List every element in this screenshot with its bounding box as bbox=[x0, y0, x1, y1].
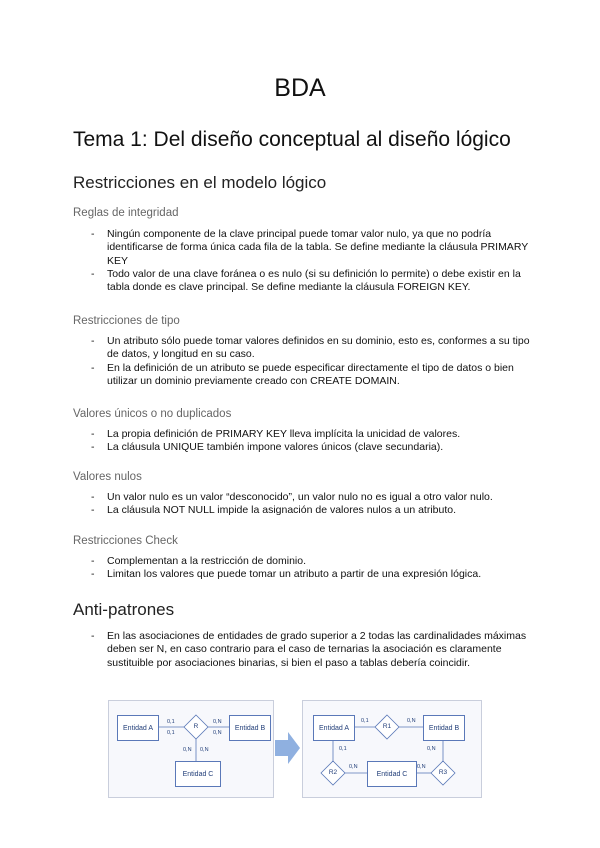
section-heading-restricciones: Restricciones en el modelo lógico bbox=[73, 173, 327, 192]
list-item: - Un atributo sólo puede tomar valores definidos en su dominio, esto es, conformes a su tipo de datos, y longitud en su caso. bbox=[91, 335, 531, 362]
list-item: - Limitan los valores que puede tomar un atributo a partir de una expresión lógica. bbox=[91, 568, 531, 581]
cardinality-label: 0,1 bbox=[167, 719, 175, 725]
cardinality-label: 0,1 bbox=[167, 730, 175, 736]
document-title: BDA bbox=[274, 74, 326, 102]
entity-b-box: Entidad B bbox=[229, 715, 271, 741]
section-heading-antipatrones: Anti-patrones bbox=[73, 600, 175, 619]
entity-b-box: Entidad B bbox=[423, 715, 465, 741]
list-item: - Todo valor de una clave foránea o es nulo (si su definición lo permite) o debe existir en la tabla donde es clave principal. Se define mediante la cláusula FOREIGN KEY. bbox=[91, 268, 531, 295]
chapter-heading: Tema 1: Del diseño conceptual al diseño lógico bbox=[73, 128, 511, 151]
subheading-unicos: Valores únicos o no duplicados bbox=[73, 408, 232, 420]
subheading-check: Restricciones Check bbox=[73, 535, 178, 547]
list-antipatrones bbox=[91, 630, 531, 670]
cardinality-label: 0,N bbox=[200, 747, 209, 753]
list-tipo bbox=[91, 335, 531, 388]
list-nulos bbox=[91, 491, 531, 518]
cardinality-label: 0,N bbox=[427, 746, 436, 752]
subheading-tipo: Restricciones de tipo bbox=[73, 315, 180, 327]
list-item: - Ningún componente de la clave principal puede tomar valor nulo, ya que no podría identificarse de forma única cada fila de la tabla. Se define mediante la cláusula PRIMARY KEY bbox=[91, 228, 531, 268]
cardinality-label: 0,N bbox=[417, 764, 426, 770]
list-check bbox=[91, 555, 531, 582]
list-item: - Un valor nulo es un valor “desconocido”, un valor nulo no es igual a otro valor nulo. bbox=[91, 491, 531, 504]
relation-label: R3 bbox=[438, 769, 448, 776]
list-item: - Complementan a la restricción de dominio. bbox=[91, 555, 531, 568]
list-unicos bbox=[91, 428, 531, 455]
cardinality-label: 0,N bbox=[213, 730, 222, 736]
entity-a-box: Entidad A bbox=[313, 715, 355, 741]
list-item: - La cláusula NOT NULL impide la asignación de valores nulos a un atributo. bbox=[91, 504, 531, 517]
entity-a-box: Entidad A bbox=[117, 715, 159, 741]
entity-c-box: Entidad C bbox=[175, 761, 221, 787]
diagram-binary bbox=[302, 700, 482, 798]
cardinality-label: 0,N bbox=[407, 718, 416, 724]
list-item: - La propia definición de PRIMARY KEY lleva implícita la unicidad de valores. bbox=[91, 428, 531, 441]
diagram-ternary bbox=[108, 700, 274, 798]
list-integridad bbox=[91, 228, 531, 294]
entity-c-box: Entidad C bbox=[367, 761, 417, 787]
relation-label: R1 bbox=[382, 723, 392, 730]
cardinality-label: 0,N bbox=[349, 764, 358, 770]
cardinality-label: 0,N bbox=[183, 747, 192, 753]
cardinality-label: 0,1 bbox=[339, 746, 347, 752]
list-item: - En las asociaciones de entidades de grado superior a 2 todas las cardinalidades máximas deben ser N, en caso contrario para el caso de ternarias la asociación es claramente sustituible por asociaciones binarias, si bien el paso a tablas debería coincidir. bbox=[91, 630, 531, 670]
relation-label: R2 bbox=[328, 769, 338, 776]
relation-label: R bbox=[193, 723, 199, 730]
cardinality-label: 0,N bbox=[213, 719, 222, 725]
list-item: - En la definición de un atributo se puede especificar directamente el tipo de datos o bien utilizar un dominio previamente creado con CREATE DOMAIN. bbox=[91, 362, 531, 389]
subheading-integridad: Reglas de integridad bbox=[73, 207, 179, 219]
cardinality-label: 0,1 bbox=[361, 718, 369, 724]
transform-arrow-icon bbox=[275, 730, 301, 766]
subheading-nulos: Valores nulos bbox=[73, 471, 142, 483]
list-item: - La cláusula UNIQUE también impone valores únicos (clave secundaria). bbox=[91, 441, 531, 454]
